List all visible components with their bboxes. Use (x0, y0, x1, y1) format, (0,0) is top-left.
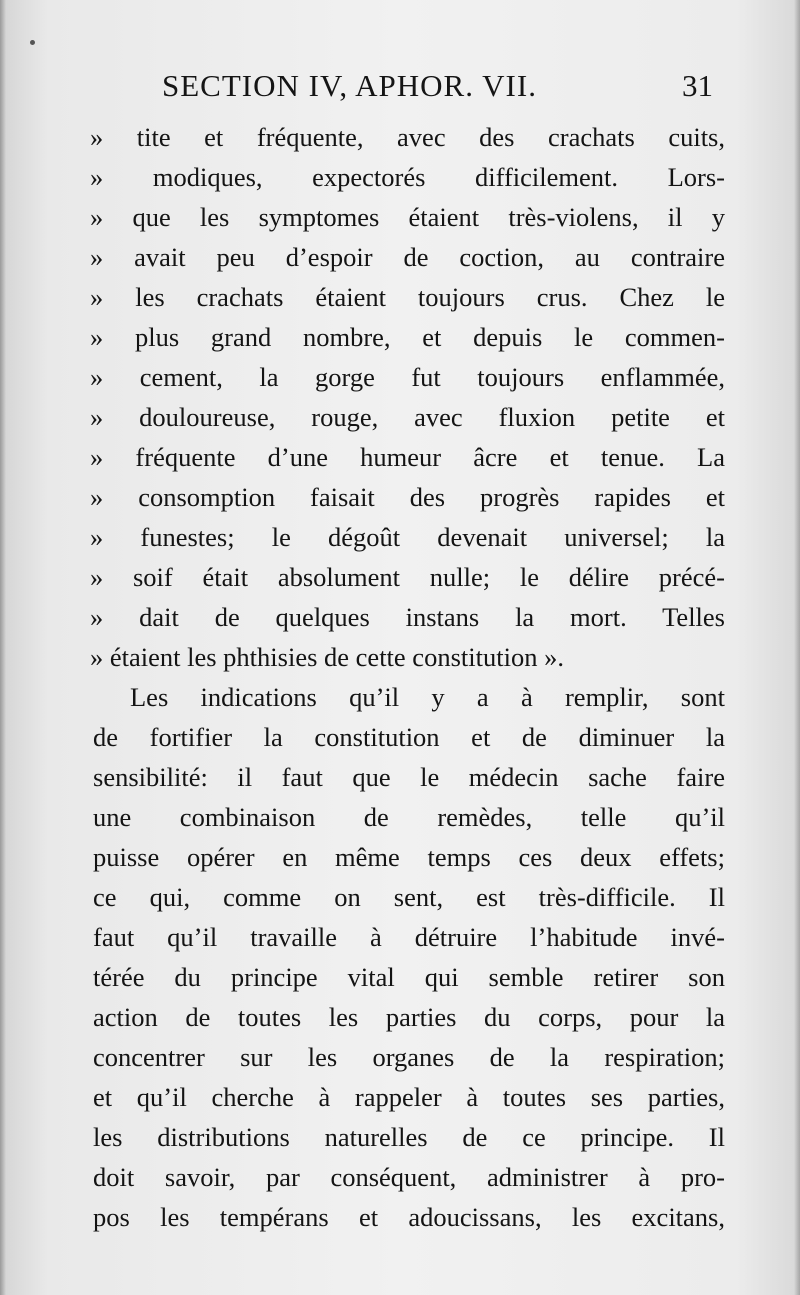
text-line: » consomption faisait des progrès rapides et (90, 482, 725, 512)
text-line: ce qui, comme on sent, est très-difficile. Il (93, 882, 725, 912)
text-line: » dait de quelques instans la mort. Telles (90, 602, 725, 632)
page-number: 31 (682, 68, 713, 103)
text-line: » cement, la gorge fut toujours enflammée, (90, 362, 725, 392)
text-line: les distributions naturelles de ce principe. Il (93, 1122, 725, 1152)
text-line: » que les symptomes étaient très-violens, il y (90, 202, 725, 232)
text-line: faut qu’il travaille à détruire l’habitude invé- (93, 922, 725, 952)
text-line: une combinaison de remèdes, telle qu’il (93, 802, 725, 832)
text-line: » avait peu d’espoir de coction, au contraire (90, 242, 725, 272)
running-head-title: SECTION IV, APHOR. VII. (162, 68, 537, 103)
text-line: » fréquente d’une humeur âcre et tenue. La (90, 442, 725, 472)
text-line: sensibilité: il faut que le médecin sache faire (93, 762, 725, 792)
text-line: de fortifier la constitution et de diminuer la (93, 722, 725, 752)
text-line: et qu’il cherche à rappeler à toutes ses parties, (93, 1082, 725, 1112)
text-line: » soif était absolument nulle; le délire précé- (90, 562, 725, 592)
text-line: Les indications qu’il y a à remplir, sont (130, 682, 725, 712)
text-line: » les crachats étaient toujours crus. Chez le (90, 282, 725, 312)
text-line: » funestes; le dégoût devenait universel; la (90, 522, 725, 552)
text-line: » douloureuse, rouge, avec fluxion petite et (90, 402, 725, 432)
text-line: puisse opérer en même temps ces deux effets; (93, 842, 725, 872)
running-head (0, 62, 800, 112)
right-page-edge (794, 0, 800, 1295)
text-line: » modiques, expectorés difficilement. Lors- (90, 162, 725, 192)
text-line: » étaient les phthisies de cette constitution ». (90, 642, 564, 672)
text-line: » plus grand nombre, et depuis le commen- (90, 322, 725, 352)
left-page-edge (0, 0, 6, 1295)
text-line: doit savoir, par conséquent, administrer à pro- (93, 1162, 725, 1192)
text-line: action de toutes les parties du corps, pour la (93, 1002, 725, 1032)
text-line: concentrer sur les organes de la respiration; (93, 1042, 725, 1072)
text-line: pos les tempérans et adoucissans, les excitans, (93, 1202, 725, 1232)
text-line: térée du principe vital qui semble retirer son (93, 962, 725, 992)
paper-speck (30, 40, 35, 45)
text-line: » tite et fréquente, avec des crachats cuits, (90, 122, 725, 152)
